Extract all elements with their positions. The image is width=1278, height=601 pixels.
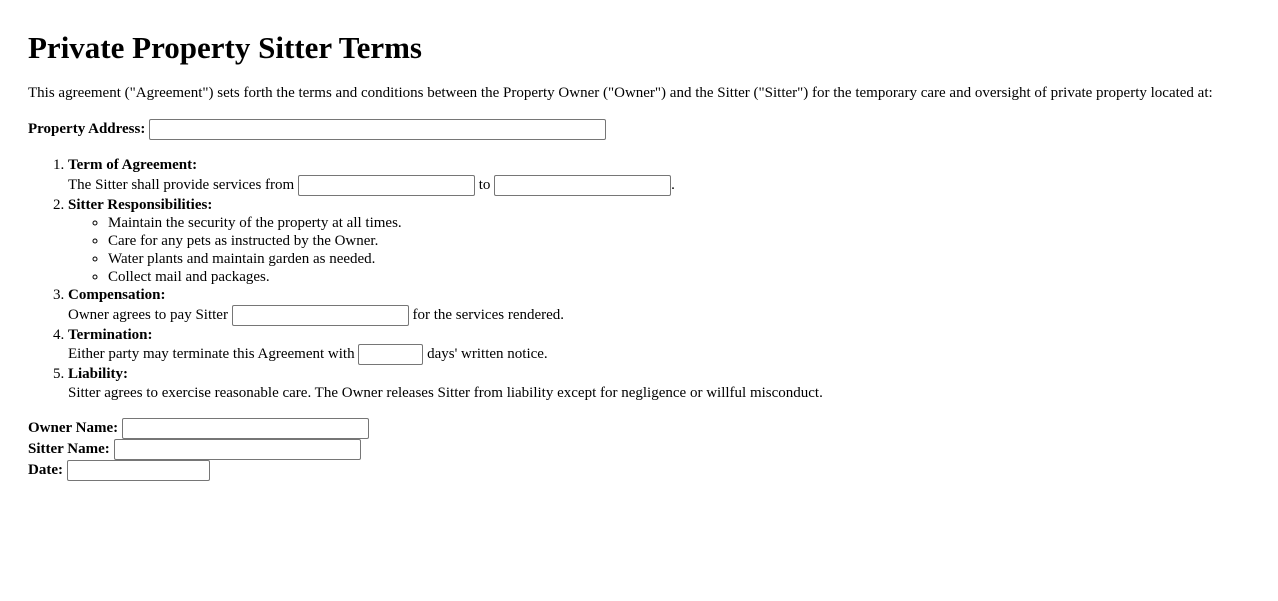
page-title: Private Property Sitter Terms bbox=[28, 30, 422, 65]
sitter-responsibilities-heading: 2. Sitter Responsibilities: bbox=[68, 196, 213, 213]
termination-suffix-text: days' written notice. bbox=[427, 346, 548, 363]
term-prefix-text: The Sitter shall provide services from bbox=[68, 176, 295, 193]
property-address-input[interactable] bbox=[149, 119, 606, 140]
compensation-input[interactable] bbox=[232, 305, 409, 326]
property-address-label: Property Address: bbox=[28, 121, 146, 137]
termination-item bbox=[68, 326, 1250, 366]
responsibility-item: ◦ Collect mail and packages. bbox=[108, 268, 1250, 286]
term-of-agreement-item bbox=[68, 156, 1250, 196]
sitter-name-label: Sitter Name: bbox=[28, 441, 110, 458]
termination-text bbox=[68, 344, 1250, 365]
responsibilities-list bbox=[68, 214, 1250, 286]
start-date-input[interactable] bbox=[298, 175, 475, 196]
term-between-text: to bbox=[478, 176, 491, 193]
end-date-input[interactable] bbox=[494, 175, 671, 196]
owner-name-row bbox=[28, 418, 1250, 439]
compensation-suffix-text: for the services rendered. bbox=[412, 306, 565, 323]
compensation-item bbox=[68, 286, 1250, 326]
date-input[interactable] bbox=[67, 460, 210, 481]
termination-heading: 4. Termination: bbox=[68, 326, 153, 343]
owner-name-label: Owner Name: bbox=[28, 420, 119, 437]
termination-prefix-text: Either party may terminate this Agreement with bbox=[68, 346, 355, 363]
intro-paragraph: This agreement ("Agreement") sets forth the terms and conditions between the Property Owner ("Owner") and the Sitter ("Sitter") for the temporary care and oversight of private property located at: bbox=[28, 85, 1213, 101]
date-label: Date: bbox=[28, 462, 63, 479]
compensation-heading: 3. Compensation: bbox=[68, 287, 166, 304]
term-of-agreement-text bbox=[68, 175, 1250, 196]
terms-list bbox=[28, 156, 1250, 402]
liability-item bbox=[68, 365, 1250, 402]
responsibility-item: ◦ Water plants and maintain garden as needed. bbox=[108, 250, 1250, 268]
term-of-agreement-heading: 1. Term of Agreement: bbox=[68, 157, 198, 174]
liability-heading: 5. Liability: bbox=[68, 366, 129, 383]
sitter-responsibilities-item bbox=[68, 196, 1250, 287]
notice-days-input[interactable] bbox=[358, 344, 423, 365]
owner-name-input[interactable] bbox=[122, 418, 369, 439]
date-row bbox=[28, 460, 1250, 481]
property-address-row bbox=[28, 118, 1250, 140]
responsibility-item: ◦ Maintain the security of the property at all times. bbox=[108, 214, 1250, 232]
compensation-prefix-text: Owner agrees to pay Sitter bbox=[68, 306, 228, 323]
compensation-text bbox=[68, 305, 1250, 326]
sitter-name-input[interactable] bbox=[114, 439, 361, 460]
responsibility-item: ◦ Care for any pets as instructed by the Owner. bbox=[108, 232, 1250, 250]
liability-text: Sitter agrees to exercise reasonable care. The Owner releases Sitter from liability except for negligence or willful misconduct. bbox=[68, 384, 823, 401]
sitter-name-row bbox=[28, 439, 1250, 460]
signature-section bbox=[28, 418, 1250, 481]
term-suffix-text: . bbox=[671, 176, 675, 193]
